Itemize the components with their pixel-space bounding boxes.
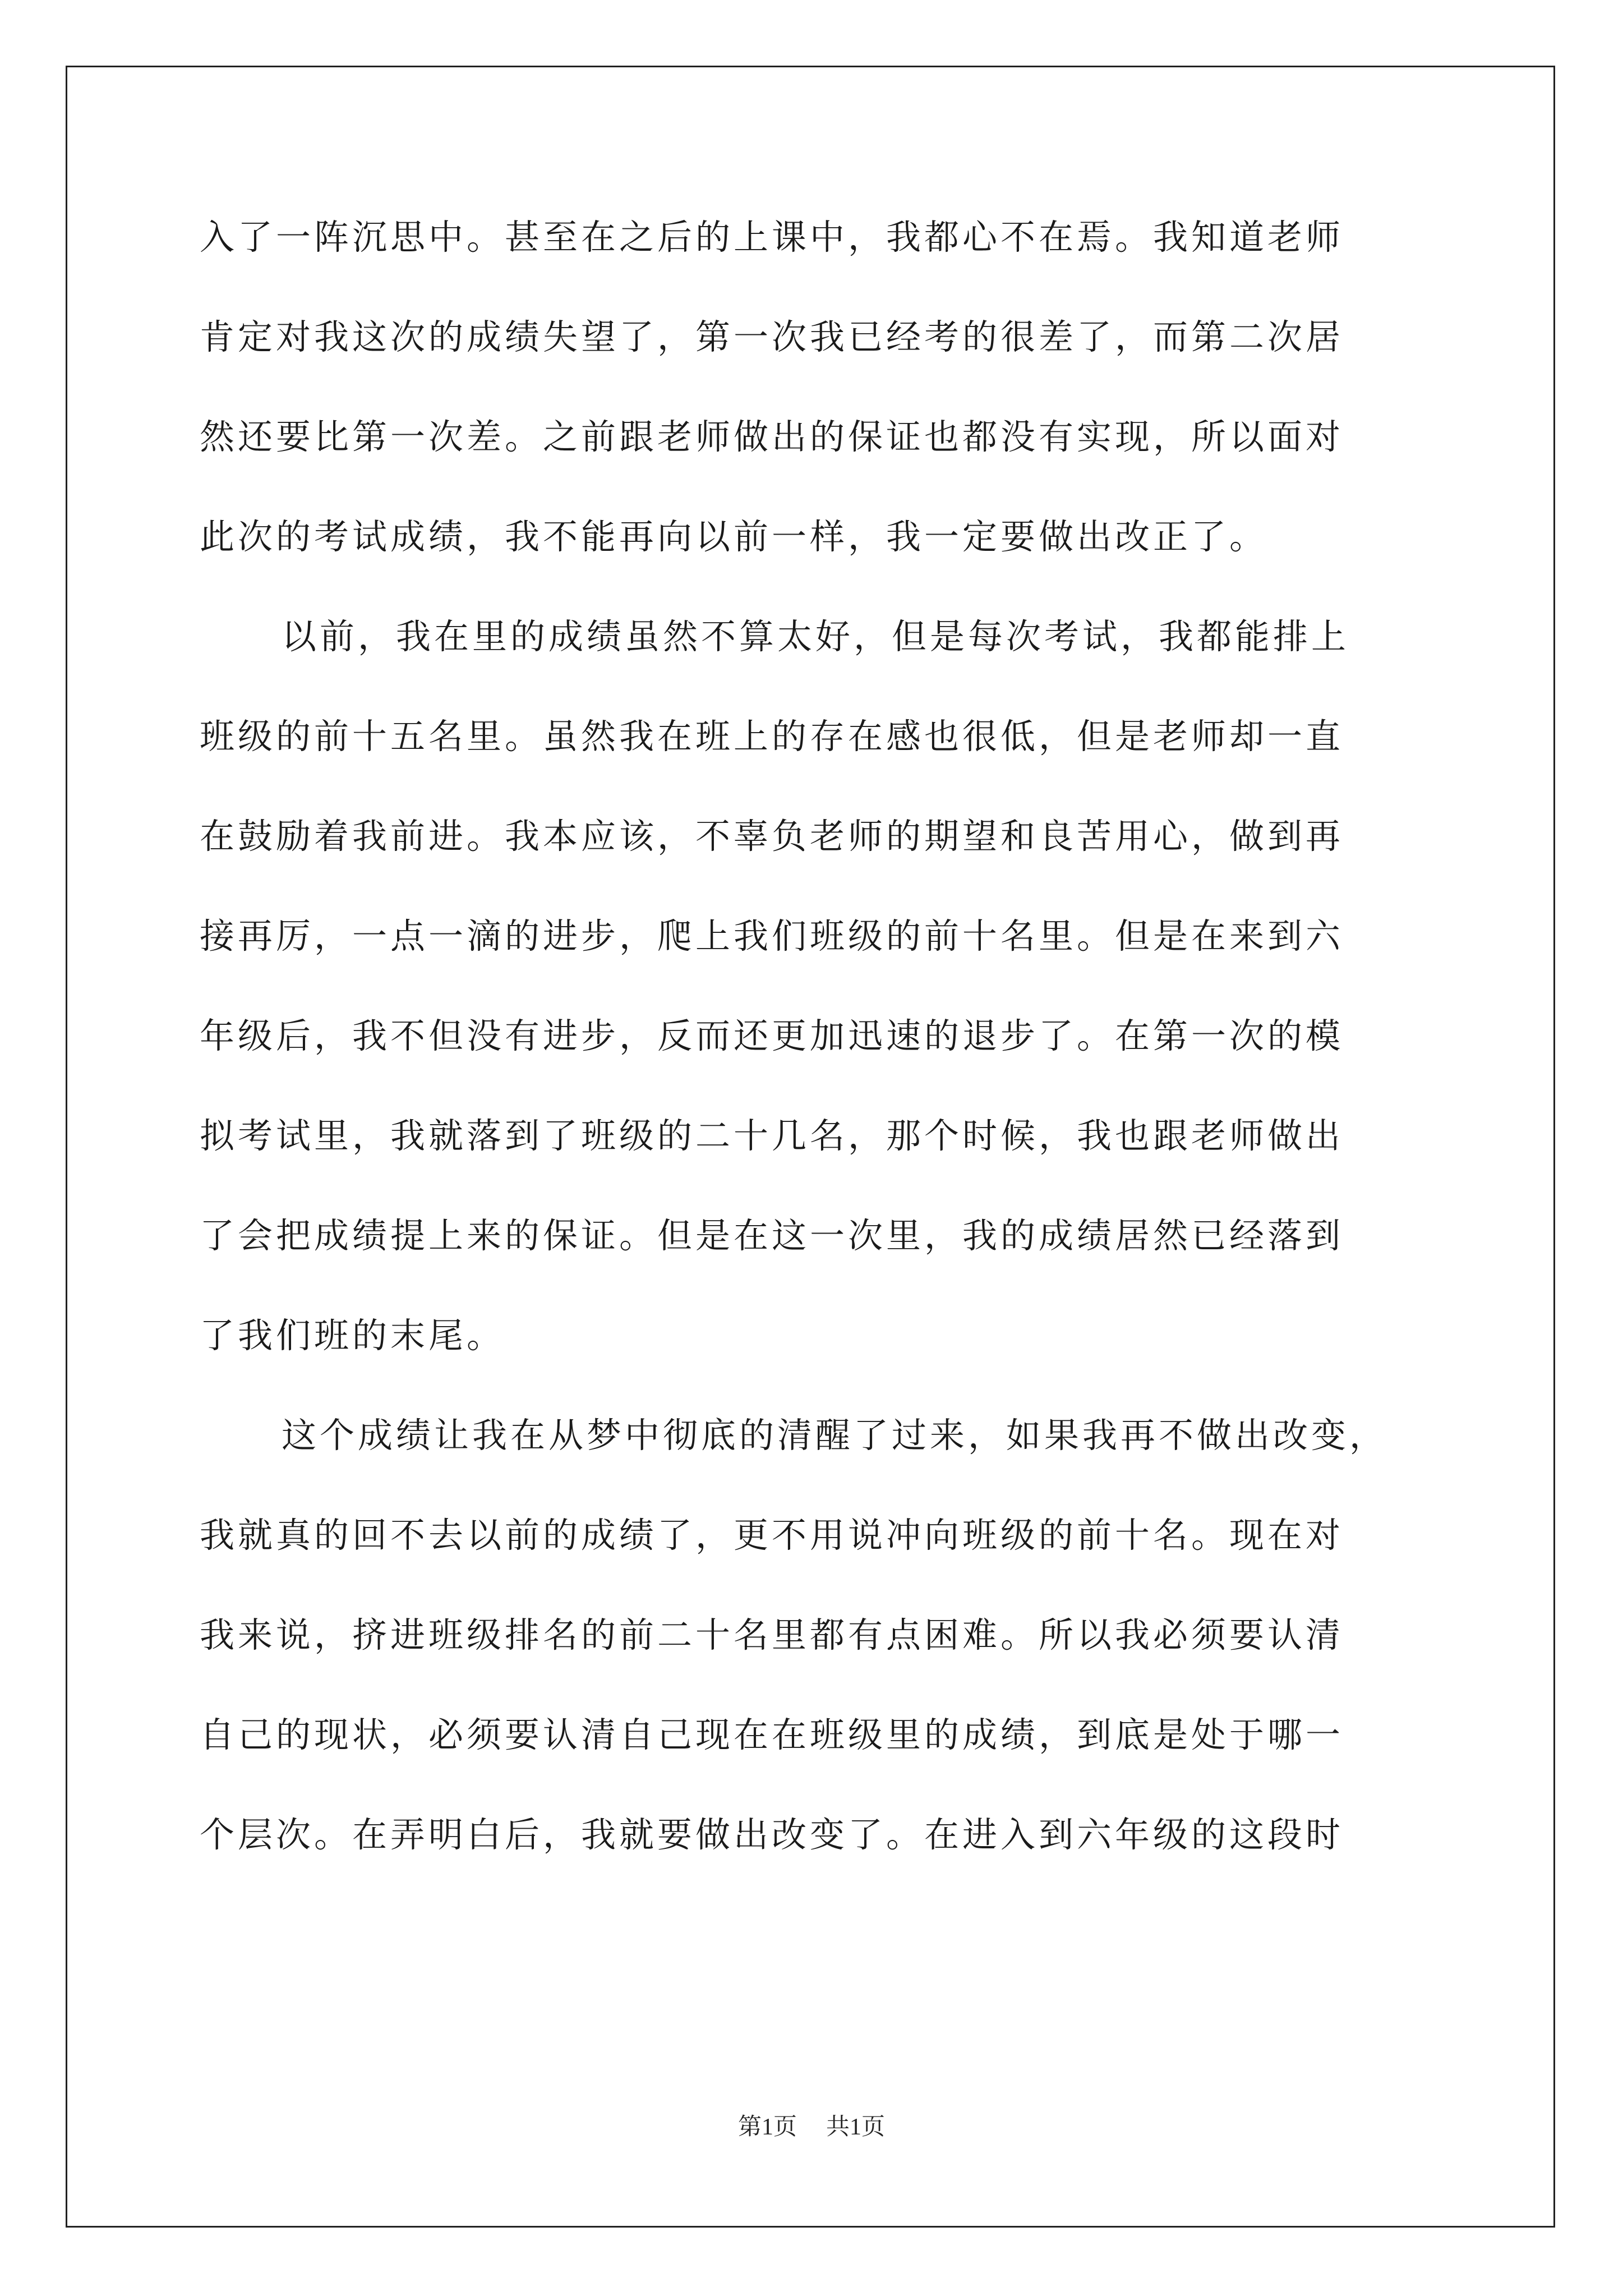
text-line: 了我们班的末尾。 — [200, 1315, 505, 1356]
page-number: 第1页 — [737, 2114, 797, 2140]
text-line: 此次的考试成绩，我不能再向以前一样，我一定要做出改正了。 — [200, 516, 1268, 557]
text-line: 个层次。在弄明白后，我就要做出改变了。在进入到六年级的这段时 — [200, 1814, 1344, 1855]
text-line: 我就真的回不去以前的成绩了，更不用说冲向班级的前十名。现在对 — [200, 1515, 1344, 1556]
page-footer — [0, 2108, 1623, 2142]
text-line: 我来说，挤进班级排名的前二十名里都有点困难。所以我必须要认清 — [200, 1614, 1344, 1655]
paragraph-start-line: 这个成绩让我在从梦中彻底的清醒了过来，如果我再不做出改变， — [282, 1415, 1388, 1456]
text-line: 接再厉，一点一滴的进步，爬上我们班级的前十名里。但是在来到六 — [200, 915, 1344, 956]
text-line: 然还要比第一次差。之前跟老师做出的保证也都没有实现，所以面对 — [200, 416, 1344, 457]
text-line: 拟考试里，我就落到了班级的二十几名，那个时候，我也跟老师做出 — [200, 1115, 1344, 1156]
paragraph-start-line: 以前，我在里的成绩虽然不算太好，但是每次考试，我都能排上 — [282, 616, 1350, 657]
text-line: 班级的前十五名里。虽然我在班上的存在感也很低，但是老师却一直 — [200, 716, 1344, 757]
text-line: 年级后，我不但没有进步，反而还更加迅速的退步了。在第一次的模 — [200, 1015, 1344, 1056]
text-line: 肯定对我这次的成绩失望了，第一次我已经考的很差了，而第二次居 — [200, 316, 1344, 357]
text-line: 了会把成绩提上来的保证。但是在这一次里，我的成绩居然已经落到 — [200, 1215, 1344, 1256]
text-line: 入了一阵沉思中。甚至在之后的上课中，我都心不在焉。我知道老师 — [200, 217, 1344, 257]
page-total: 共1页 — [826, 2114, 886, 2140]
text-line: 自己的现状，必须要认清自己现在在班级里的成绩，到底是处于哪一 — [200, 1714, 1344, 1755]
document-body — [200, 218, 1439, 1915]
text-line: 在鼓励着我前进。我本应该，不辜负老师的期望和良苦用心，做到再 — [200, 816, 1344, 857]
